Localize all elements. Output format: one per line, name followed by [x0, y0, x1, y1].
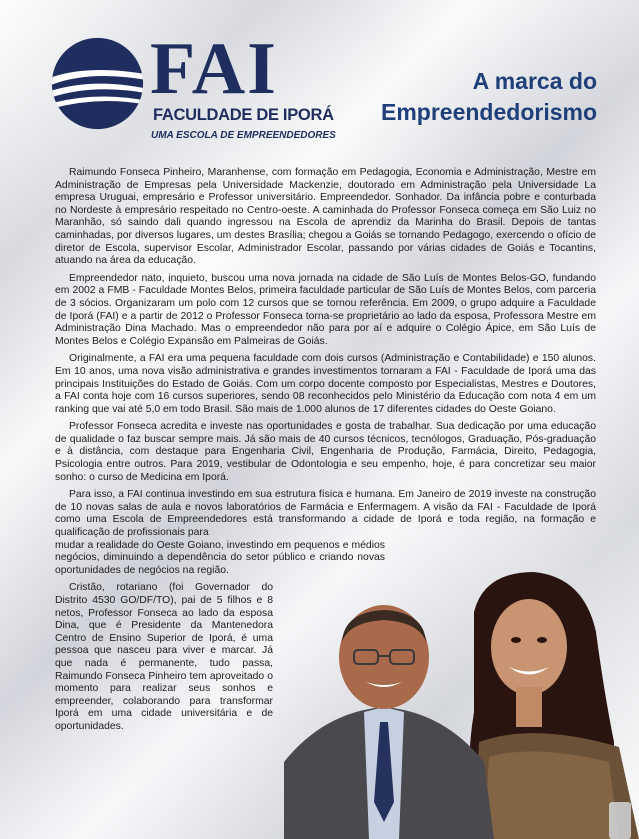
- fai-emblem-icon: [50, 36, 145, 131]
- page-headline: [381, 66, 597, 128]
- fai-logo: [50, 28, 336, 146]
- logo-tagline: UMA ESCOLA DE EMPREENDEDORES: [151, 130, 336, 141]
- paragraph-1: Raimundo Fonseca Pinheiro, Maranhense, com formação em Pedagogia, Economia e Administração, Mestre em Administração de Empresas pela Universidade Mackenzie, doutorado em Administração pela Universidade La empresa Uruguai, empresário e Professor universitário. Empreendedor. Sonhador. Da infância pobre e conturbada no Nordeste à empresário respeitado no Centro-oeste. A caminhada do Professor Fonseca começa em São Luiz no Maranhão, só saindo dali quando ingressou na Escola de aprendiz da Marinha do Brasil. Depois de tantas caminhadas, por diversos lugares, um destes Brasília; chegou a Goiás se tornando Pedagogo, exercendo o ofício de diretor de Escola, supervisor Escolar, Administrador Escolar, passando por várias cidades de Goiás e Tocantins, atuando na área da educação.: [55, 167, 596, 267]
- paragraph-5: [55, 489, 596, 539]
- paragraph-3: Originalmente, a FAI era uma pequena faculdade com dois cursos (Administração e Contabilidade) e 150 alunos. Em 10 anos, uma nova visão administrativa e grandes investimentos tornaram a FAI - Faculdade de Iporá uma das principais Instituições do Estado de Goiás. Com um corpo docente composto por Especialistas, Mestres e Doutores, a FAI conta hoje com 16 cursos superiores, sendo 08 reconhecidos pelo Ministério da Educação com nota 4 em um ranking que vai até 5,0 em todo Brasil. São mais de 1.000 alunos de 17 diferentes cidades do Oeste Goiano.: [55, 353, 596, 415]
- paragraph-6: Cristão, rotariano (foi Governador do Distrito 4530 GO/DF/TO), pai de 5 filhos e 8 netos, Professor Fonseca ao lado da esposa Dina, que é Presidente da Mantenedora Centro de Ensino Superior de Iporá, é uma pessoa que nasceu para viver e marcar. Já que nada é permanente, tudo passa, Raimundo Fonseca Pinheiro tem aproveitado o momento para realizar seus sonhos e empreender, colaborando para transformar Iporá em uma cidade universitária e de oportunidades.: [55, 582, 273, 732]
- logo-wordmark: FAI: [150, 28, 278, 110]
- paragraph-2: Empreendedor nato, inquieto, buscou uma nova jornada na cidade de São Luís de Montes Belos-GO, fundando em 2002 a FMB - Faculdade Montes Belos, primeira faculdade particular de São Luís de Montes Belos, com parceria de 3 sócios. Organizaram um polo com 12 cursos que se tornou referência. Em 2009, o grupo adquire a Faculdade de Iporá (FAI) e a partir de 2012 o Professor Fonseca torna-se proprietário ao lado da esposa, Professora Mestre em Administração Dina Machado. Mas o empreendedor não para por aí e adquire o Colégio Ápice, em São Luís de Montes Belos e Colégio Expansão em Palmeiras de Goiás.: [55, 272, 596, 347]
- paragraph-5-continued: mudar a realidade do Oeste Goiano, investindo em pequenos e médios negócios, diminuindo a dependência do setor público e criando novas oportunidades de negócios na região.: [55, 539, 385, 576]
- headline-line-1: A marca do: [472, 68, 597, 94]
- headline-line-2: Empreendedorismo: [381, 99, 597, 125]
- paragraph-5-wide: Para isso, a FAI continua investindo em sua estrutura física e humana. Em Janeiro de 2019 investe na construção de 10 novas salas de aula e novos laboratórios de Farmácia e Enfermagem. A visão da FAI - Faculdade de Iporá como uma Escola de Empreendedores está transformando a cidade de Iporá e toda região, na formação e qualificação de profissionais para: [55, 489, 596, 539]
- logo-subtitle: FACULDADE DE IPORÁ: [153, 106, 334, 124]
- paragraph-4: Professor Fonseca acredita e investe nas oportunidades e gosta de trabalhar. Sua dedicação por uma educação de qualidade o faz buscar sempre mais. Já são mais de 40 cursos técnicos, tecnólogos, Graduação, Pós-graduação e à distância, com destaque para Engenharia Civil, Engenharia de Produção, Farmácia, Direito, Pedagogia, Psicologia entre outros. Para 2019, vestibular de Odontologia e seu empenho, hoje, é para concretizar seu maior sonho: o curso de Medicina em Iporá.: [55, 421, 596, 483]
- couple-photo: [284, 572, 639, 839]
